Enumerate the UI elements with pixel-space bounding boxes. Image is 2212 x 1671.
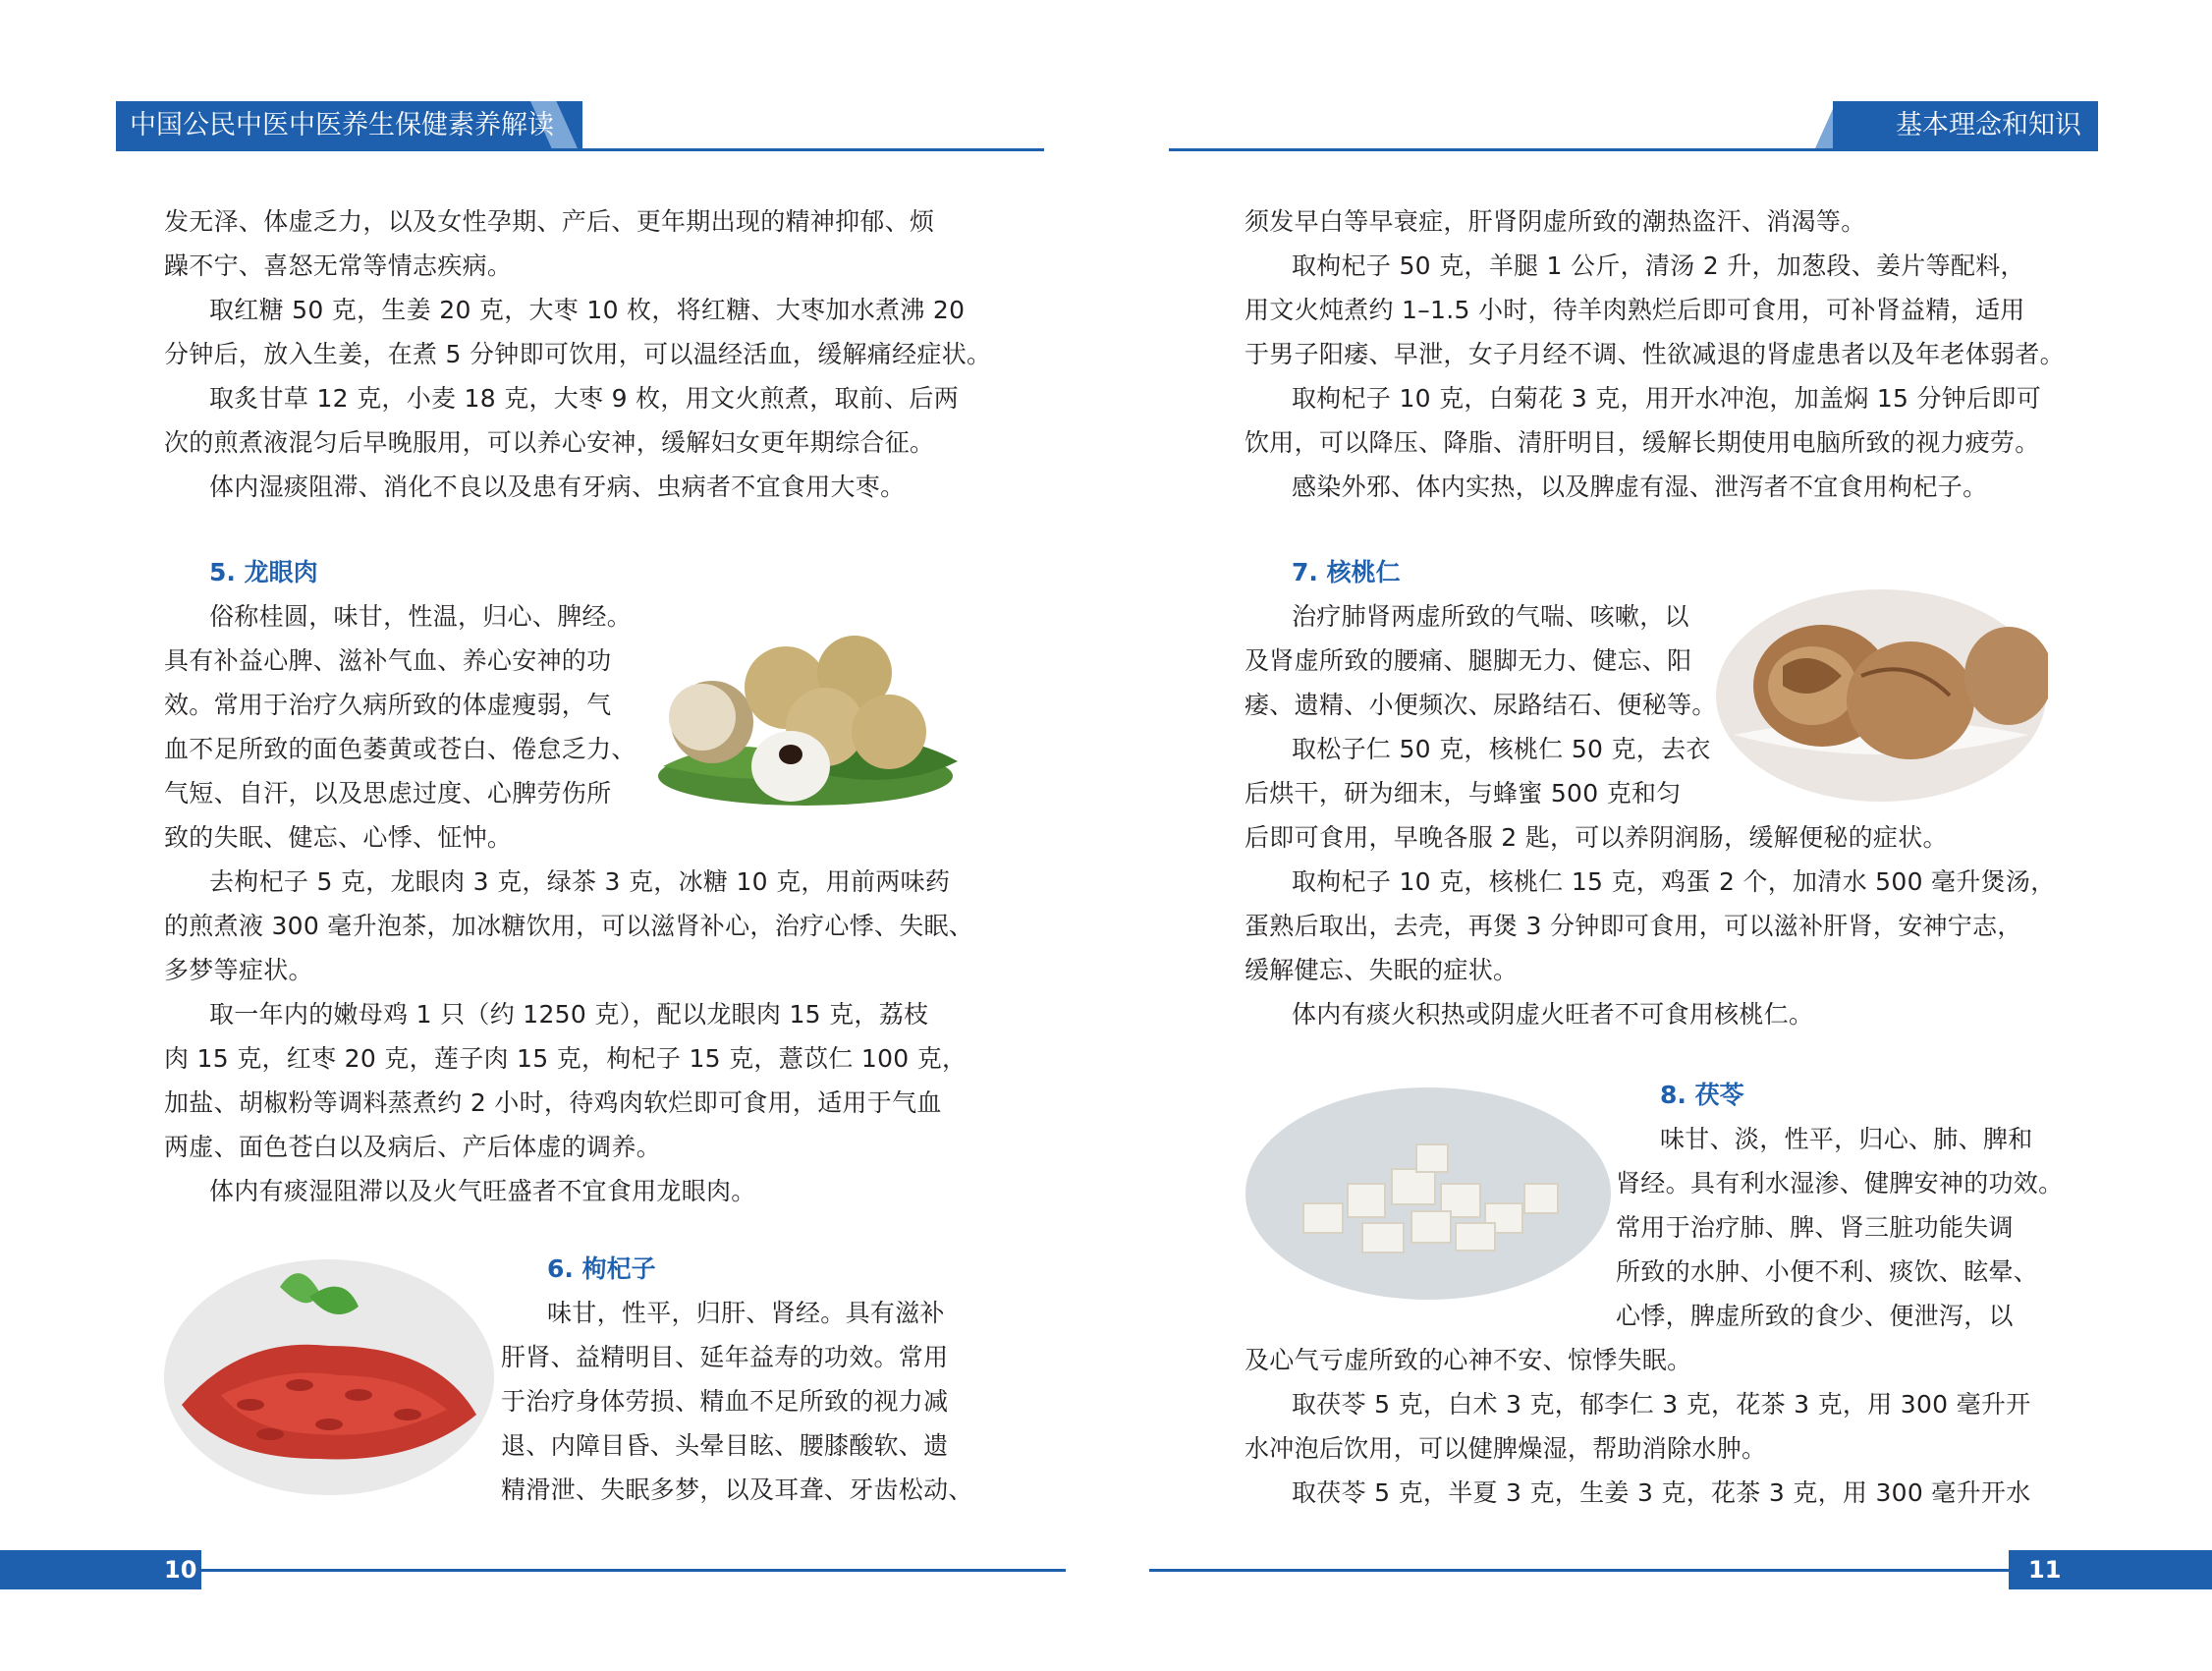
- longan-line: 两虚、面色苍白以及病后、产后体虚的调养。: [164, 1133, 662, 1161]
- right-intro-line: 取枸杞子 10 克，白菊花 3 克，用开水冲泡，加盖焖 15 分钟后即可: [1292, 384, 2042, 413]
- section-title-longan: 5. 龙眼肉: [209, 558, 318, 586]
- poria-line: 心悸，脾虚所致的食少、便泄泻，以: [1616, 1302, 2014, 1330]
- header-left-title: 中国公民中医中医养生保健素养解读: [130, 110, 554, 140]
- footer-left-rule: [201, 1569, 1066, 1572]
- walnut-photo: [1714, 587, 2048, 804]
- poria-line: 肾经。具有利水湿渗、健脾安神的功效。: [1616, 1169, 2064, 1198]
- walnut-line: 缓解健忘、失眠的症状。: [1244, 956, 1519, 984]
- left-intro-line: 体内湿痰阻滞、消化不良以及患有牙病、虫病者不宜食用大枣。: [209, 473, 906, 501]
- longan-line: 效。常用于治疗久病所致的体虚瘦弱，气: [164, 691, 612, 719]
- walnut-line: 体内有痰火积热或阴虚火旺者不可食用核桃仁。: [1292, 1000, 1814, 1029]
- section-title-poria: 8. 茯苓: [1660, 1081, 1744, 1109]
- walnut-line: 取枸杞子 10 克，核桃仁 15 克，鸡蛋 2 个，加清水 500 毫升煲汤，: [1292, 867, 2056, 896]
- section-title-walnut: 7. 核桃仁: [1292, 558, 1401, 586]
- longan-line: 加盐、胡椒粉等调料蒸煮约 2 小时，待鸡肉软烂即可食用，适用于气血: [164, 1088, 942, 1117]
- longan-line: 多梦等症状。: [164, 956, 313, 984]
- right-intro-line: 感染外邪、体内实热，以及脾虚有湿、泄泻者不宜食用枸杞子。: [1292, 473, 1988, 501]
- walnut-line: 治疗肺肾两虚所致的气喘、咳嗽，以: [1292, 602, 1689, 631]
- right-intro-line: 于男子阳痿、早泄，女子月经不调、性欲减退的肾虚患者以及年老体弱者。: [1244, 340, 2065, 368]
- longan-line: 的煎煮液 300 毫升泡茶，加冰糖饮用，可以滋肾补心，治疗心悸、失眠、: [164, 912, 974, 940]
- longan-line: 去枸杞子 5 克，龙眼肉 3 克，绿茶 3 克，冰糖 10 克，用前两味药: [209, 867, 951, 896]
- goji-berry-photo: [162, 1257, 496, 1498]
- goji-line: 肝肾、益精明目、延年益寿的功效。常用: [501, 1343, 949, 1371]
- goji-line: 味甘，性平，归肝、肾经。具有滋补: [547, 1299, 945, 1327]
- longan-line: 气短、自汗，以及思虑过度、心脾劳伤所: [164, 779, 612, 808]
- page-number-left: 10: [164, 1556, 197, 1584]
- longan-line: 取一年内的嫩母鸡 1 只（约 1250 克），配以龙眼肉 15 克，荔枝: [209, 1000, 929, 1029]
- poria-line: 味甘、淡，性平，归心、肺、脾和: [1660, 1125, 2033, 1153]
- left-intro-line: 躁不宁、喜怒无常等情志疾病。: [164, 251, 513, 280]
- header-right-title: 基本理念和知识: [1896, 110, 2081, 140]
- goji-line: 精滑泄、失眠多梦，以及耳聋、牙齿松动、: [501, 1476, 973, 1504]
- walnut-line: 后烘干，研为细末，与蜂蜜 500 克和匀: [1244, 779, 1682, 808]
- walnut-line: 蛋熟后取出，去壳，再煲 3 分钟即可食用，可以滋补肝肾，安神宁志，: [1244, 912, 2022, 940]
- longan-line: 血不足所致的面色萎黄或苍白、倦怠乏力、: [164, 735, 636, 763]
- left-intro-line: 发无泽、体虚乏力，以及女性孕期、产后、更年期出现的精神抑郁、烦: [164, 207, 935, 236]
- longan-photo: [643, 619, 968, 815]
- goji-line: 退、内障目昏、头晕目眩、腰膝酸软、遗: [501, 1431, 949, 1460]
- poria-line: 取茯苓 5 克，白术 3 克，郁李仁 3 克，花茶 3 克，用 300 毫升开: [1292, 1390, 2031, 1419]
- header-right-rule: [1169, 148, 2098, 151]
- goji-line: 于治疗身体劳损、精血不足所致的视力减: [501, 1387, 949, 1416]
- poria-line: 所致的水肿、小便不利、痰饮、眩晕、: [1616, 1257, 2039, 1286]
- poria-line: 常用于治疗肺、脾、肾三脏功能失调: [1616, 1213, 2014, 1242]
- left-intro-line: 次的煎煮液混匀后早晚服用，可以养心安神，缓解妇女更年期综合征。: [164, 428, 935, 457]
- poria-photo: [1244, 1086, 1613, 1302]
- section-title-goji: 6. 枸杞子: [547, 1254, 656, 1283]
- walnut-line: 取松子仁 50 克，核桃仁 50 克，去衣: [1292, 735, 1711, 763]
- left-intro-line: 分钟后，放入生姜，在煮 5 分钟即可饮用，可以温经活血，缓解痛经症状。: [164, 340, 992, 368]
- walnut-line: 后即可食用，早晚各服 2 匙，可以养阴润肠，缓解便秘的症状。: [1244, 823, 1948, 852]
- longan-line: 具有补益心脾、滋补气血、养心安神的功: [164, 646, 612, 675]
- longan-line: 致的失眠、健忘、心悸、怔忡。: [164, 823, 513, 852]
- poria-line: 取茯苓 5 克，半夏 3 克，生姜 3 克，花茶 3 克，用 300 毫升开水: [1292, 1478, 2031, 1507]
- right-intro-line: 用文火炖煮约 1–1.5 小时，待羊肉熟烂后即可食用，可补肾益精，适用: [1244, 296, 2025, 324]
- walnut-line: 及肾虚所致的腰痛、腿脚无力、健忘、阳: [1244, 646, 1692, 675]
- poria-line: 水冲泡后饮用，可以健脾燥湿，帮助消除水肿。: [1244, 1434, 1767, 1463]
- right-intro-line: 须发早白等早衰症，肝肾阴虚所致的潮热盗汗、消渴等。: [1244, 207, 1866, 236]
- longan-line: 肉 15 克，红枣 20 克，莲子肉 15 克，枸杞子 15 克，薏苡仁 100 克，: [164, 1044, 968, 1073]
- right-intro-line: 饮用，可以降压、降脂、清肝明目，缓解长期使用电脑所致的视力疲劳。: [1244, 428, 2040, 457]
- right-intro-line: 取枸杞子 50 克，羊腿 1 公斤，清汤 2 升，加葱段、姜片等配料，: [1292, 251, 2025, 280]
- left-intro-line: 取炙甘草 12 克，小麦 18 克，大枣 9 枚，用文火煎煮，取前、后两: [209, 384, 960, 413]
- left-intro-line: 取红糖 50 克，生姜 20 克，大枣 10 枚，将红糖、大枣加水煮沸 20: [209, 296, 966, 324]
- longan-line: 体内有痰湿阻滞以及火气旺盛者不宜食用龙眼肉。: [209, 1177, 756, 1205]
- page-number-right: 11: [2028, 1556, 2062, 1584]
- footer-right-rule: [1149, 1569, 2009, 1572]
- header-left-rule: [116, 148, 1044, 151]
- poria-line: 及心气亏虚所致的心神不安、惊悸失眠。: [1244, 1346, 1692, 1374]
- longan-line: 俗称桂圆，味甘，性温，归心、脾经。: [209, 602, 633, 631]
- walnut-line: 痿、遗精、小便频次、尿路结石、便秘等。: [1244, 691, 1717, 719]
